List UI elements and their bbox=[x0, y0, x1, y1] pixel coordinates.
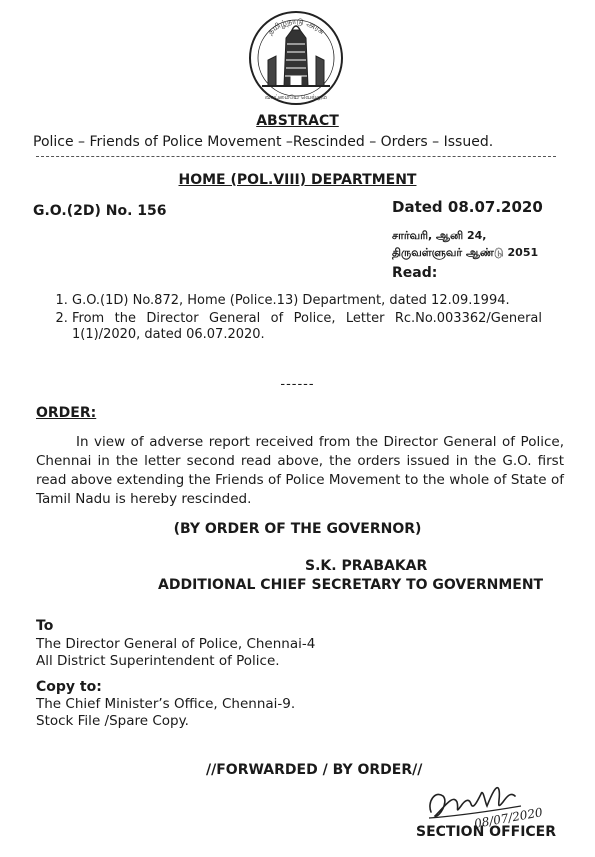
to-label: To bbox=[36, 618, 54, 634]
tamil-nadu-emblem-icon bbox=[246, 8, 346, 110]
order-body: In view of adverse report received from the Director General of Police, Chennai in the letter second read above, the orders issued in the G.O. first read above extending the Friends of Police Movement to the whole of State of Tamil Nadu is hereby rescinded. bbox=[36, 434, 564, 507]
department-heading: HOME (POL.VIII) DEPARTMENT bbox=[178, 172, 417, 188]
short-separator: ------ bbox=[280, 377, 315, 392]
tamil-calendar-date bbox=[392, 227, 538, 261]
by-order-of-governor: (BY ORDER OF THE GOVERNOR) bbox=[173, 521, 422, 537]
order-heading: ORDER: bbox=[36, 405, 97, 421]
tamil-date-line-2: திருவள்ளுவர் ஆண்டு 2051 bbox=[392, 246, 539, 259]
reference-list bbox=[52, 293, 542, 345]
signature-date: 08/07/2020 bbox=[473, 805, 544, 831]
tamil-date-line-1: சார்வரி, ஆனி 24, bbox=[392, 229, 487, 242]
emblem-bottom-text: வாய்மையே வெல்லும் bbox=[264, 94, 328, 101]
dashed-divider bbox=[36, 156, 556, 157]
recipient-line: All District Superintendent of Police. bbox=[36, 653, 280, 669]
reference-item: 1. G.O.(1D) No.872, Home (Police.13) Department, dated 12.09.1994. bbox=[72, 293, 542, 309]
reference-item: 2. From the Director General of Police, Letter Rc.No.003362/General 1(1)/2020, dated 06.07.2020. bbox=[72, 311, 542, 343]
section-officer-label: SECTION OFFICER bbox=[416, 824, 557, 840]
signatory-name: S.K. PRABAKAR bbox=[305, 558, 428, 574]
copy-recipient-line: The Chief Minister’s Office, Chennai-9. bbox=[36, 696, 296, 712]
recipient-line: The Director General of Police, Chennai-4 bbox=[36, 636, 316, 652]
signatory-title: ADDITIONAL CHIEF SECRETARY TO GOVERNMENT bbox=[158, 577, 544, 593]
copy-to-label: Copy to: bbox=[36, 679, 102, 695]
go-number: G.O.(2D) No. 156 bbox=[33, 203, 167, 219]
read-label: Read: bbox=[392, 265, 438, 281]
forwarded-by-order: //FORWARDED / BY ORDER// bbox=[206, 762, 423, 778]
copy-recipient-line: Stock File /Spare Copy. bbox=[36, 713, 189, 729]
order-date: Dated 08.07.2020 bbox=[392, 198, 543, 216]
subject-line: Police – Friends of Police Movement –Rescinded – Orders – Issued. bbox=[33, 134, 494, 150]
abstract-heading: ABSTRACT bbox=[256, 113, 339, 129]
emblem-top-text: தமிழ்நாடு அரசு bbox=[265, 16, 327, 37]
